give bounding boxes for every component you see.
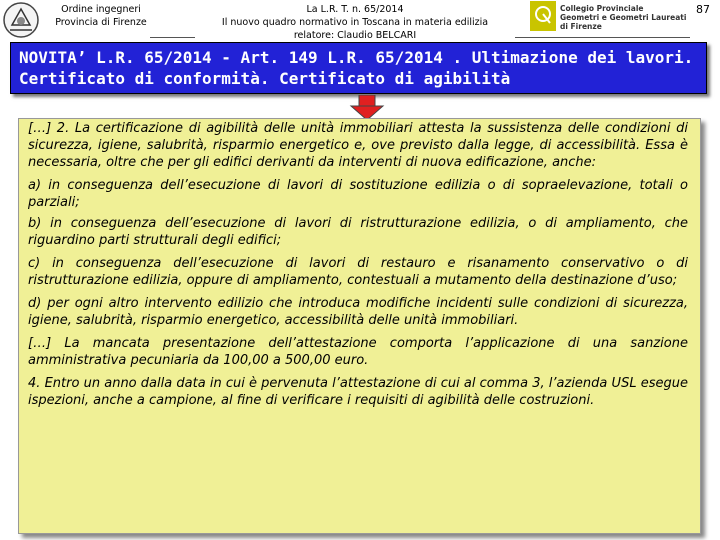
content-text <box>28 120 688 415</box>
college-line-3: di Firenze <box>560 22 602 31</box>
collegio-text <box>560 4 700 31</box>
slide-title <box>19 47 699 89</box>
org-line-2: Provincia di Firenze <box>55 17 147 28</box>
subject-line-2: Il nuovo quadro normativo in Toscana in materia edilizia <box>221 17 489 28</box>
subject-line-3: relatore: Claudio BELCARI <box>293 30 417 41</box>
content-box <box>18 118 701 534</box>
paragraph-2: […] 2. La certificazione di agibilità delle unità immobiliari attesta la sussistenza delle condizioni di sicurezza, igiene, salubrità, risparmio energetico e, ove previsto dalla legge, di accessibilità. Essa è necessaria, oltre che per gli edifici derivanti da interventi di nuova edificazione, anche: <box>28 121 688 170</box>
slide-title-box <box>10 42 707 94</box>
header-rule-left <box>150 37 195 38</box>
org-name <box>46 3 156 29</box>
paragraph-d: d) per ogni altro intervento edilizio che introduca modifiche incidenti sulle condizioni di sicurezza, igiene, salubrità, risparmio energetico, accessibilità delle unità immobiliari. <box>28 296 688 328</box>
collegio-mark-icon <box>530 1 556 31</box>
paragraph-a: a) in conseguenza dell’esecuzione di lavori di sostituzione edilizia o di sopraelevazione, totali o parziali; <box>28 178 688 210</box>
college-line-2: Geometri e Geometri Laureati <box>560 13 687 22</box>
header-rule-right <box>515 37 690 38</box>
slide-title-line-1: NOVITA’ L.R. 65/2014 - Art. 149 L.R. 65/2014 . Ultimazione dei lavori. <box>19 48 694 67</box>
page-number: 87 <box>696 3 710 16</box>
org-line-1: Ordine ingegneri <box>61 4 141 15</box>
slide-header <box>0 0 720 40</box>
college-line-1: Collegio Provinciale <box>560 4 644 13</box>
collegio-geometri-logo <box>530 1 700 37</box>
presentation-subject <box>200 3 510 42</box>
slide-title-line-2: Certificato di conformità. Certificato di agibilità <box>19 69 511 88</box>
paragraph-sanzione: […] La mancata presentazione dell’attestazione comporta l’applicazione di una sanzione amministrativa pecuniaria da 100,00 a 500,00 euro. <box>28 336 688 368</box>
subject-line-1: La L.R. T. n. 65/2014 <box>306 4 404 15</box>
paragraph-c: c) in conseguenza dell’esecuzione di lavori di restauro e risanamento conservativo o di ristrutturazione edilizia, oppure di ampliamento, contestuali a mutamento della destinazione d’uso; <box>28 256 688 288</box>
paragraph-4: 4. Entro un anno dalla data in cui è pervenuta l’attestazione di cui al comma 3, l’azienda USL esegue ispezioni, anche a campione, al fine di verificare i requisiti di agibilità delle costruzioni. <box>28 376 688 408</box>
ordine-ingegneri-logo <box>2 1 40 39</box>
paragraph-b: b) in conseguenza dell’esecuzione di lavori di ristrutturazione edilizia, o di ampliamento, che riguardino parti strutturali degli edifici; <box>28 216 688 248</box>
